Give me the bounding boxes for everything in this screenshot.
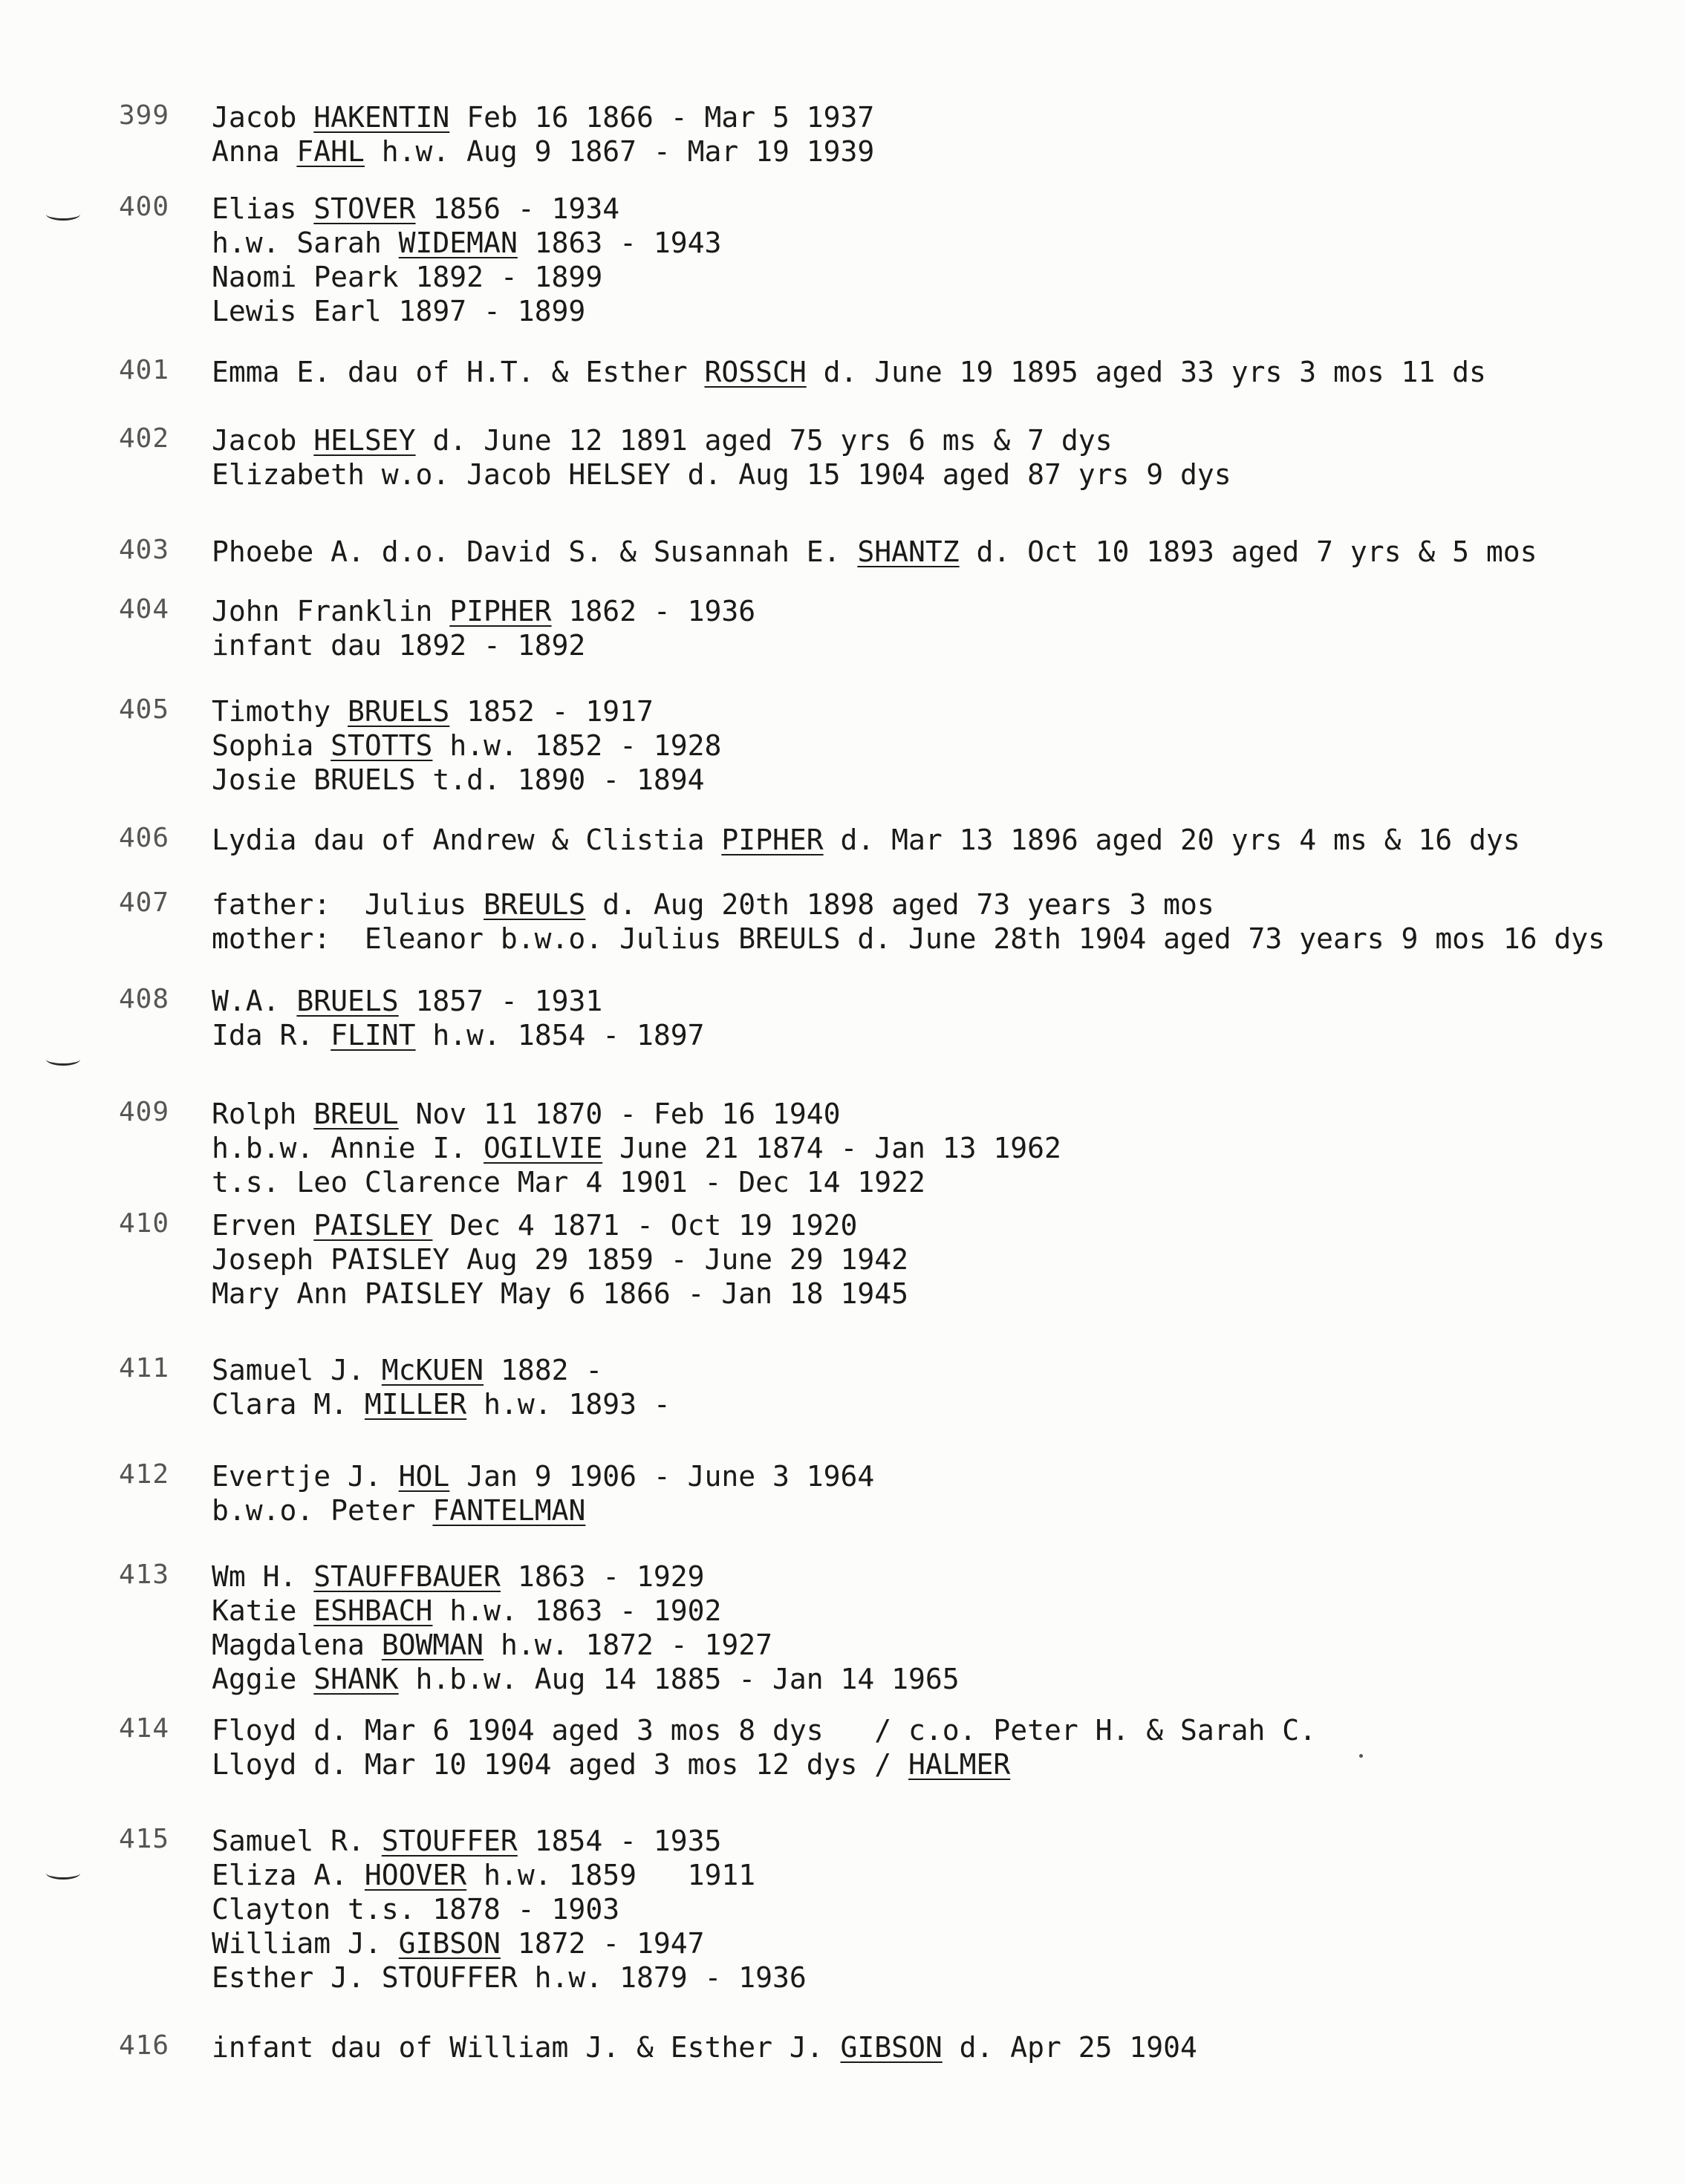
entry-line: [212, 887, 1605, 922]
entry-text: 1856 - 1934: [415, 192, 620, 225]
entry-line: [212, 984, 704, 1018]
surname: STAUFFBAUER: [313, 1560, 501, 1593]
entry-text: Elias: [212, 192, 314, 225]
entry-text: infant dau of William J. & Esther J.: [212, 2031, 841, 2064]
surname: SHANK: [313, 1663, 399, 1695]
entry-line: [212, 763, 721, 797]
entry-text: June 21 1874 - Jan 13 1962: [602, 1132, 1061, 1164]
entry-text: d. Aug 20th 1898 aged 73 years 3 mos: [585, 888, 1214, 921]
entry-lines: [212, 100, 874, 169]
entry-line: [212, 192, 721, 226]
entry-line: [212, 823, 1520, 857]
entry-text: h.w. 1859 1911: [466, 1859, 756, 1891]
entry-number: 409: [119, 1097, 170, 1127]
entry-text: 1863 - 1943: [517, 226, 722, 259]
entry-text: d. Mar 13 1896 aged 20 yrs 4 ms & 16 dys: [823, 824, 1520, 856]
surname: STOTTS: [331, 729, 433, 762]
entry-text: h.w. Sarah: [212, 226, 399, 259]
entry-text: father: Julius: [212, 888, 484, 921]
entry-text: Sophia: [212, 729, 331, 762]
surname: GIBSON: [840, 2031, 943, 2064]
entry-line: [212, 294, 721, 328]
surname: HOOVER: [364, 1859, 467, 1891]
entry-number: 401: [119, 355, 170, 385]
entry-text: Phoebe A. d.o. David S. & Susannah E.: [212, 535, 858, 568]
entry-line: [212, 1960, 807, 1995]
entry-number: 410: [119, 1208, 170, 1239]
entry-text: t.s. Leo Clarence Mar 4 1901 - Dec 14 1922: [212, 1166, 925, 1199]
entry-text: 1863 - 1929: [500, 1560, 705, 1593]
stray-mark: [1359, 1754, 1363, 1758]
entry-line: [212, 355, 1486, 389]
surname: BOWMAN: [381, 1629, 484, 1661]
entry-text: Josie BRUELS t.d. 1890 - 1894: [212, 763, 705, 796]
entry-line: [212, 1097, 1061, 1131]
entry-lines: [212, 192, 721, 328]
entry-number: 399: [119, 100, 170, 131]
entry-line: [212, 1018, 704, 1052]
margin-mark: [46, 1053, 80, 1066]
surname: ROSSCH: [704, 356, 807, 388]
entry-text: 1852 - 1917: [449, 695, 654, 728]
surname: McKUEN: [381, 1354, 484, 1386]
entry-line: [212, 1628, 960, 1662]
entry-text: Clara M.: [212, 1388, 365, 1421]
entry-lines: [212, 694, 721, 797]
entry-line: [212, 1493, 874, 1528]
entry-text: Nov 11 1870 - Feb 16 1940: [398, 1098, 841, 1130]
entry-number: 412: [119, 1459, 170, 1490]
entry-number: 406: [119, 823, 170, 853]
entry-text: Ida R.: [212, 1019, 331, 1052]
entry-line: [212, 423, 1231, 457]
entry-number: 411: [119, 1353, 170, 1383]
entry-text: John Franklin: [212, 595, 450, 628]
entry-line: [212, 594, 755, 628]
entry-line: [212, 1858, 807, 1892]
entry-line: [212, 1926, 807, 1960]
entry-text: Anna: [212, 135, 297, 168]
entry-text: Evertje J.: [212, 1460, 399, 1493]
entry-text: Eliza A.: [212, 1859, 365, 1891]
entry-text: Naomi Peark 1892 - 1899: [212, 261, 603, 293]
entry-line: [212, 1387, 671, 1421]
surname: SHANTZ: [857, 535, 960, 568]
entry-lines: [212, 2030, 1197, 2064]
entry-text: 1857 - 1931: [398, 985, 603, 1017]
surname: FANTELMAN: [432, 1494, 586, 1527]
entry-number: 408: [119, 984, 170, 1014]
entry-line: [212, 1242, 908, 1277]
entry-number: 407: [119, 887, 170, 918]
entry-lines: [212, 594, 755, 662]
entry-text: Erven: [212, 1209, 314, 1242]
entry-text: Jacob: [212, 101, 314, 134]
entry-line: [212, 1165, 1061, 1199]
surname: PIPHER: [449, 595, 552, 628]
entry-text: 1872 - 1947: [500, 1927, 705, 1960]
entry-text: Samuel J.: [212, 1354, 382, 1386]
entry-number: 415: [119, 1824, 170, 1854]
surname: FAHL: [296, 135, 365, 168]
entry-line: [212, 1208, 908, 1242]
entry-text: 1862 - 1936: [551, 595, 756, 628]
entry-line: [212, 1713, 1316, 1747]
entry-number: 405: [119, 694, 170, 725]
surname: GIBSON: [398, 1927, 501, 1960]
entry-line: [212, 100, 874, 134]
entry-text: Timothy: [212, 695, 348, 728]
entry-text: d. June 12 1891 aged 75 yrs 6 ms & 7 dys: [415, 424, 1113, 457]
surname: MILLER: [364, 1388, 467, 1421]
entry-line: [212, 1131, 1061, 1165]
entry-text: h.w. Aug 9 1867 - Mar 19 1939: [364, 135, 875, 168]
entry-line: [212, 1353, 671, 1387]
entry-text: 1882 -: [484, 1354, 603, 1386]
entry-number: 404: [119, 594, 170, 625]
entry-text: 1854 - 1935: [517, 1825, 722, 1857]
entry-line: [212, 1594, 960, 1628]
entry-text: Jacob: [212, 424, 314, 457]
entry-text: W.A.: [212, 985, 297, 1017]
entry-lines: [212, 887, 1605, 956]
margin-mark: [46, 208, 80, 221]
entry-text: Emma E. dau of H.T. & Esther: [212, 356, 705, 388]
surname: OGILVIE: [484, 1132, 603, 1164]
surname: BRUELS: [296, 985, 399, 1017]
entry-number: 402: [119, 423, 170, 454]
entry-lines: [212, 423, 1231, 492]
entry-text: d. Oct 10 1893 aged 7 yrs & 5 mos: [959, 535, 1537, 568]
entry-text: Aggie: [212, 1663, 314, 1695]
entry-line: [212, 260, 721, 294]
entry-text: infant dau 1892 - 1892: [212, 629, 586, 662]
surname: BREULS: [484, 888, 586, 921]
entry-lines: [212, 1559, 960, 1696]
entry-number: 403: [119, 535, 170, 565]
surname: BRUELS: [348, 695, 450, 728]
entry-text: Floyd d. Mar 6 1904 aged 3 mos 8 dys / c.o. Peter H. & Sarah C.: [212, 1714, 1317, 1747]
entry-lines: [212, 1353, 671, 1421]
entry-text: Elizabeth w.o. Jacob HELSEY d. Aug 15 1904 aged 87 yrs 9 dys: [212, 458, 1231, 491]
surname: PIPHER: [721, 824, 824, 856]
entry-lines: [212, 355, 1486, 389]
entry-text: Wm H.: [212, 1560, 314, 1593]
entry-text: Jan 9 1906 - June 3 1964: [449, 1460, 875, 1493]
entry-text: Dec 4 1871 - Oct 19 1920: [432, 1209, 858, 1242]
entry-line: [212, 628, 755, 662]
entry-text: h.w. 1863 - 1902: [432, 1594, 722, 1627]
entry-text: Mary Ann PAISLEY May 6 1866 - Jan 18 1945: [212, 1277, 908, 1310]
entry-lines: [212, 535, 1537, 569]
surname: BREUL: [313, 1098, 399, 1130]
surname: FLINT: [331, 1019, 416, 1052]
entry-text: Katie: [212, 1594, 314, 1627]
entry-lines: [212, 1824, 807, 1995]
entry-line: [212, 1459, 874, 1493]
surname: WIDEMAN: [398, 226, 518, 259]
entry-line: [212, 457, 1231, 492]
entry-line: [212, 2030, 1197, 2064]
entry-text: Lewis Earl 1897 - 1899: [212, 295, 586, 327]
entry-text: h.w. 1852 - 1928: [432, 729, 722, 762]
entry-line: [212, 728, 721, 763]
entry-text: h.b.w. Aug 14 1885 - Jan 14 1965: [398, 1663, 960, 1695]
entry-text: Joseph PAISLEY Aug 29 1859 - June 29 1942: [212, 1243, 908, 1276]
entry-text: h.w. 1893 -: [466, 1388, 671, 1421]
entry-text: Lydia dau of Andrew & Clistia: [212, 824, 722, 856]
entry-line: [212, 226, 721, 260]
entry-text: h.w. 1872 - 1927: [484, 1629, 772, 1661]
entry-line: [212, 1892, 807, 1926]
entry-text: Feb 16 1866 - Mar 5 1937: [449, 101, 875, 134]
entry-lines: [212, 823, 1520, 857]
surname: HELSEY: [313, 424, 416, 457]
entry-line: [212, 694, 721, 728]
entry-number: 400: [119, 192, 170, 222]
entry-lines: [212, 1713, 1316, 1782]
entry-text: mother: Eleanor b.w.o. Julius BREULS d. June 28th 1904 aged 73 years 9 mos 16 dys: [212, 922, 1605, 955]
surname: HAKENTIN: [313, 101, 450, 134]
entry-line: [212, 535, 1537, 569]
entry-lines: [212, 984, 704, 1052]
margin-mark: [46, 1867, 80, 1880]
entry-text: Clayton t.s. 1878 - 1903: [212, 1893, 620, 1926]
entry-line: [212, 922, 1605, 956]
surname: PAISLEY: [313, 1209, 433, 1242]
entry-lines: [212, 1459, 874, 1528]
entry-text: d. Apr 25 1904: [942, 2031, 1197, 2064]
surname: STOUFFER: [381, 1825, 518, 1857]
entry-lines: [212, 1208, 908, 1311]
surname: HOL: [398, 1460, 450, 1493]
entry-line: [212, 1277, 908, 1311]
entry-number: 416: [119, 2030, 170, 2061]
entry-text: Magdalena: [212, 1629, 382, 1661]
entry-line: [212, 1662, 960, 1696]
entry-number: 413: [119, 1559, 170, 1590]
entry-text: Esther J. STOUFFER h.w. 1879 - 1936: [212, 1961, 807, 1994]
entry-text: Lloyd d. Mar 10 1904 aged 3 mos 12 dys /: [212, 1748, 908, 1781]
entry-text: Rolph: [212, 1098, 314, 1130]
entry-lines: [212, 1097, 1061, 1199]
surname: ESHBACH: [313, 1594, 433, 1627]
entry-line: [212, 1747, 1316, 1782]
entry-text: Samuel R.: [212, 1825, 382, 1857]
surname: HALMER: [908, 1748, 1011, 1781]
entry-text: William J.: [212, 1927, 399, 1960]
entry-number: 414: [119, 1713, 170, 1744]
entry-line: [212, 1824, 807, 1858]
entry-line: [212, 134, 874, 169]
entry-text: h.b.w. Annie I.: [212, 1132, 484, 1164]
entry-line: [212, 1559, 960, 1594]
entry-text: d. June 19 1895 aged 33 yrs 3 mos 11 ds: [806, 356, 1486, 388]
entry-text: b.w.o. Peter: [212, 1494, 433, 1527]
entry-text: h.w. 1854 - 1897: [415, 1019, 705, 1052]
surname: STOVER: [313, 192, 416, 225]
